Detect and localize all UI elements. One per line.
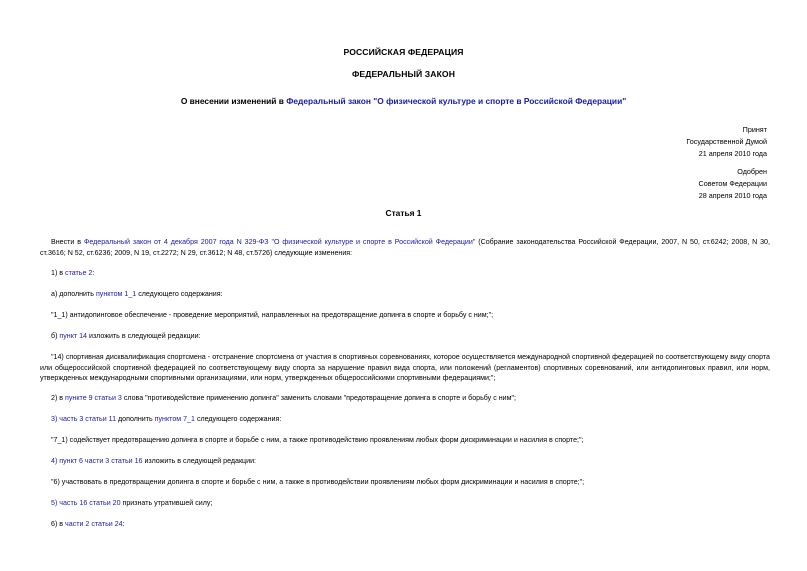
item-1-text-end: : <box>92 269 95 277</box>
item-5-text: признать утратившей силу; <box>120 499 213 507</box>
item-b-quote: "14) спортивная дисквалификация спортсмена - отстранение спортсмена от участия в спортивных соревнованиях, которое осуществляется международной спортивной федерацией по соответствующему виду спорта или общероссийской спортивной федерацией по соответствующему виду спорта за нарушение правил вида спорта, или положений (регламентов) спортивных соревнований, или антидопинговых правил, или норм, утвержденных международными спортивными организациями, или норм, утвержденных общероссийскими спортивными федерациями;"; <box>40 353 770 383</box>
title-law-link[interactable]: Федеральный закон "О физической культуре и спорте в Российской Федерации" <box>286 96 627 106</box>
item-a-link[interactable]: пунктом 1_1 <box>95 290 137 298</box>
item-2 <box>51 393 770 404</box>
item-5-link[interactable]: 5) часть 16 статьи 20 <box>51 499 121 507</box>
item-b-link[interactable]: пункт 14 <box>59 332 88 340</box>
title-prefix: О внесении изменений в <box>180 96 287 106</box>
item-6-text: 6) в <box>51 520 66 528</box>
item-4-text: изложить в следующей редакции: <box>142 457 257 465</box>
article-title: Статья 1 <box>385 208 422 218</box>
item-a-text: а) дополнить <box>51 290 96 298</box>
item-2-link[interactable]: пункте 9 статьи 3 <box>65 394 122 402</box>
item-4 <box>51 456 770 467</box>
item-2-text-end: слова "противодействие применению допинга" заменить словами "предотвращение допинга в спорте и борьбу с ним"; <box>121 394 516 402</box>
item-3-text-end: следующего содержания: <box>194 415 282 423</box>
item-1-text: 1) в <box>51 269 66 277</box>
item-3-quote: "7_1) содействует предотвращению допинга в спорте и борьбе с ним, а также противодействию проявлениям любых форм дискриминации и насилия в спорте;"; <box>51 436 584 444</box>
item-3 <box>51 414 770 425</box>
intro-law-link[interactable]: Федеральный закон от 4 декабря 2007 года N 329-ФЗ <box>83 238 269 246</box>
federation-heading: РОССИЙСКАЯ ФЕДЕРАЦИЯ <box>343 47 464 57</box>
item-b-text-end: изложить в следующей редакции: <box>87 332 201 340</box>
item-a-text-end: следующего содержания: <box>136 290 223 298</box>
item-6-text-end: : <box>122 520 125 528</box>
adopted-block <box>686 124 767 159</box>
item-a-quote: "1_1) антидопинговое обеспечение - проведение мероприятий, направленных на предотвращение допинга в спорте и борьбу с ним;"; <box>51 311 494 319</box>
item-b <box>51 331 770 342</box>
intro-paragraph <box>40 237 770 258</box>
adopted-line-1: Принят <box>742 125 767 134</box>
item-6-link[interactable]: части 2 статьи 24 <box>65 520 123 528</box>
item-b-text: б) <box>51 332 60 340</box>
item-4-quote: "6) участвовать в предотвращении допинга в спорте и борьбе с ним, а также в противодействии проявлениям любых форм дискриминации и насилия в спорте;"; <box>51 478 585 486</box>
item-2-text: 2) в <box>51 394 66 402</box>
item-3-text: дополнить <box>116 415 155 423</box>
item-3-link[interactable]: 3) часть 3 статьи 11 <box>51 415 117 423</box>
intro-text-3: (Собрание законодательства Российской Федерации, 2007, N 50, ст.6242; 2008, N 30, ст.3616; N 52, ст.6236; 2009, N 19, ст.2272; N 29, ст.3612; N 48, ст.5726) следующие изменения: <box>40 238 770 257</box>
law-type-heading: ФЕДЕРАЛЬНЫЙ ЗАКОН <box>351 69 456 79</box>
approved-line-3: 28 апреля 2010 года <box>698 190 767 200</box>
adopted-line-3: 21 апреля 2010 года <box>698 148 767 158</box>
adopted-line-2: Государственной Думой <box>686 136 767 146</box>
intro-text-1: Внести в <box>51 238 84 246</box>
approved-block <box>699 166 767 201</box>
item-5 <box>51 498 770 509</box>
item-3-point-link[interactable]: пунктом 7_1 <box>154 415 195 423</box>
item-a <box>51 289 770 300</box>
approved-line-2: Советом Федерации <box>698 178 767 188</box>
item-6 <box>51 519 770 530</box>
item-1 <box>51 268 770 279</box>
document-title <box>0 96 807 106</box>
item-1-link[interactable]: статье 2 <box>65 269 93 277</box>
approved-line-1: Одобрен <box>737 167 767 176</box>
intro-law-title-link[interactable]: "О физической культуре и спорте в Российской Федерации" <box>271 238 476 246</box>
item-4-link[interactable]: 4) пункт 6 части 3 статьи 16 <box>51 457 143 465</box>
